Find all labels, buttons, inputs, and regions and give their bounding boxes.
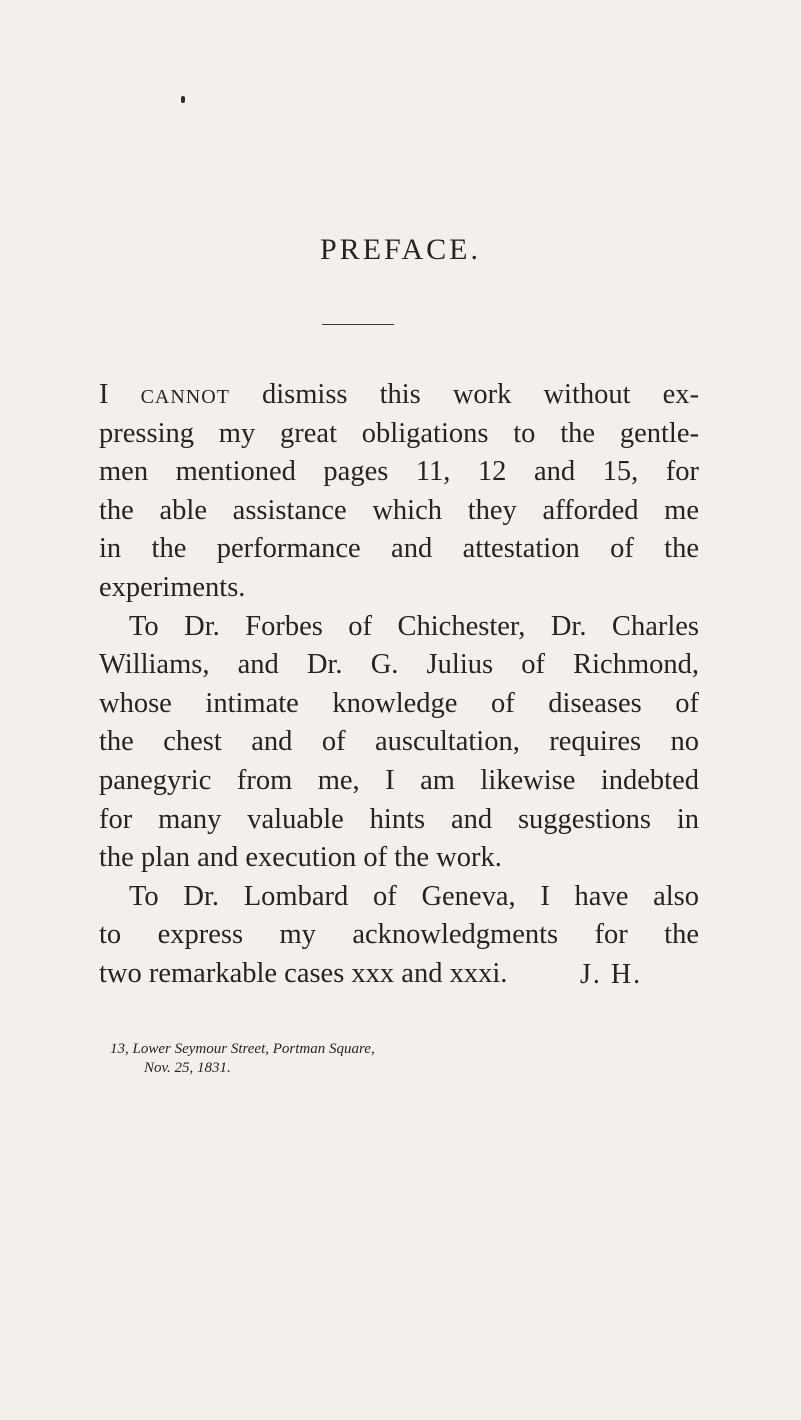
text-line: the chest and of auscultation, requires no xyxy=(99,726,699,758)
opening-smallcaps: cannot xyxy=(140,379,230,410)
text-line: two remarkable cases xxx and xxxi. xyxy=(99,957,508,989)
opening-word: I xyxy=(99,379,109,410)
text-line: pressing my great obligations to the gentle- xyxy=(99,417,699,449)
text-line: for many valuable hints and suggestions in xyxy=(99,803,699,835)
page-title: PREFACE. xyxy=(320,233,481,266)
text-line: to express my acknowledgments for the xyxy=(99,919,699,951)
title-rule xyxy=(322,324,394,325)
address-date: Nov. 25, 1831. xyxy=(144,1060,231,1076)
signature: J. H. xyxy=(580,959,643,990)
text-line xyxy=(99,376,699,415)
text-line: To Dr. Forbes of Chichester, Dr. Charles xyxy=(129,610,699,642)
address-street: 13, Lower Seymour Street, Portman Square, xyxy=(110,1041,375,1057)
paragraph-2 xyxy=(99,608,699,878)
preface-body xyxy=(99,376,699,994)
text-line: Williams, and Dr. G. Julius of Richmond, xyxy=(99,649,699,681)
text-line: in the performance and attestation of the xyxy=(99,533,699,565)
text-line: To Dr. Lombard of Geneva, I have also xyxy=(129,880,699,912)
address-block xyxy=(110,1040,670,1078)
text-line: the able assistance which they afforded me xyxy=(99,494,699,526)
text-line: men mentioned pages 11, 12 and 15, for xyxy=(99,456,699,488)
paragraph-1 xyxy=(99,376,699,608)
ink-speck xyxy=(181,96,185,103)
text-line: whose intimate knowledge of diseases of xyxy=(99,687,699,719)
text-line: experiments. xyxy=(99,571,246,603)
text-line: the plan and execution of the work. xyxy=(99,842,502,874)
text-line: panegyric from me, I am likewise indebted xyxy=(99,764,699,796)
line-text: dismiss this work without ex- xyxy=(262,379,700,410)
